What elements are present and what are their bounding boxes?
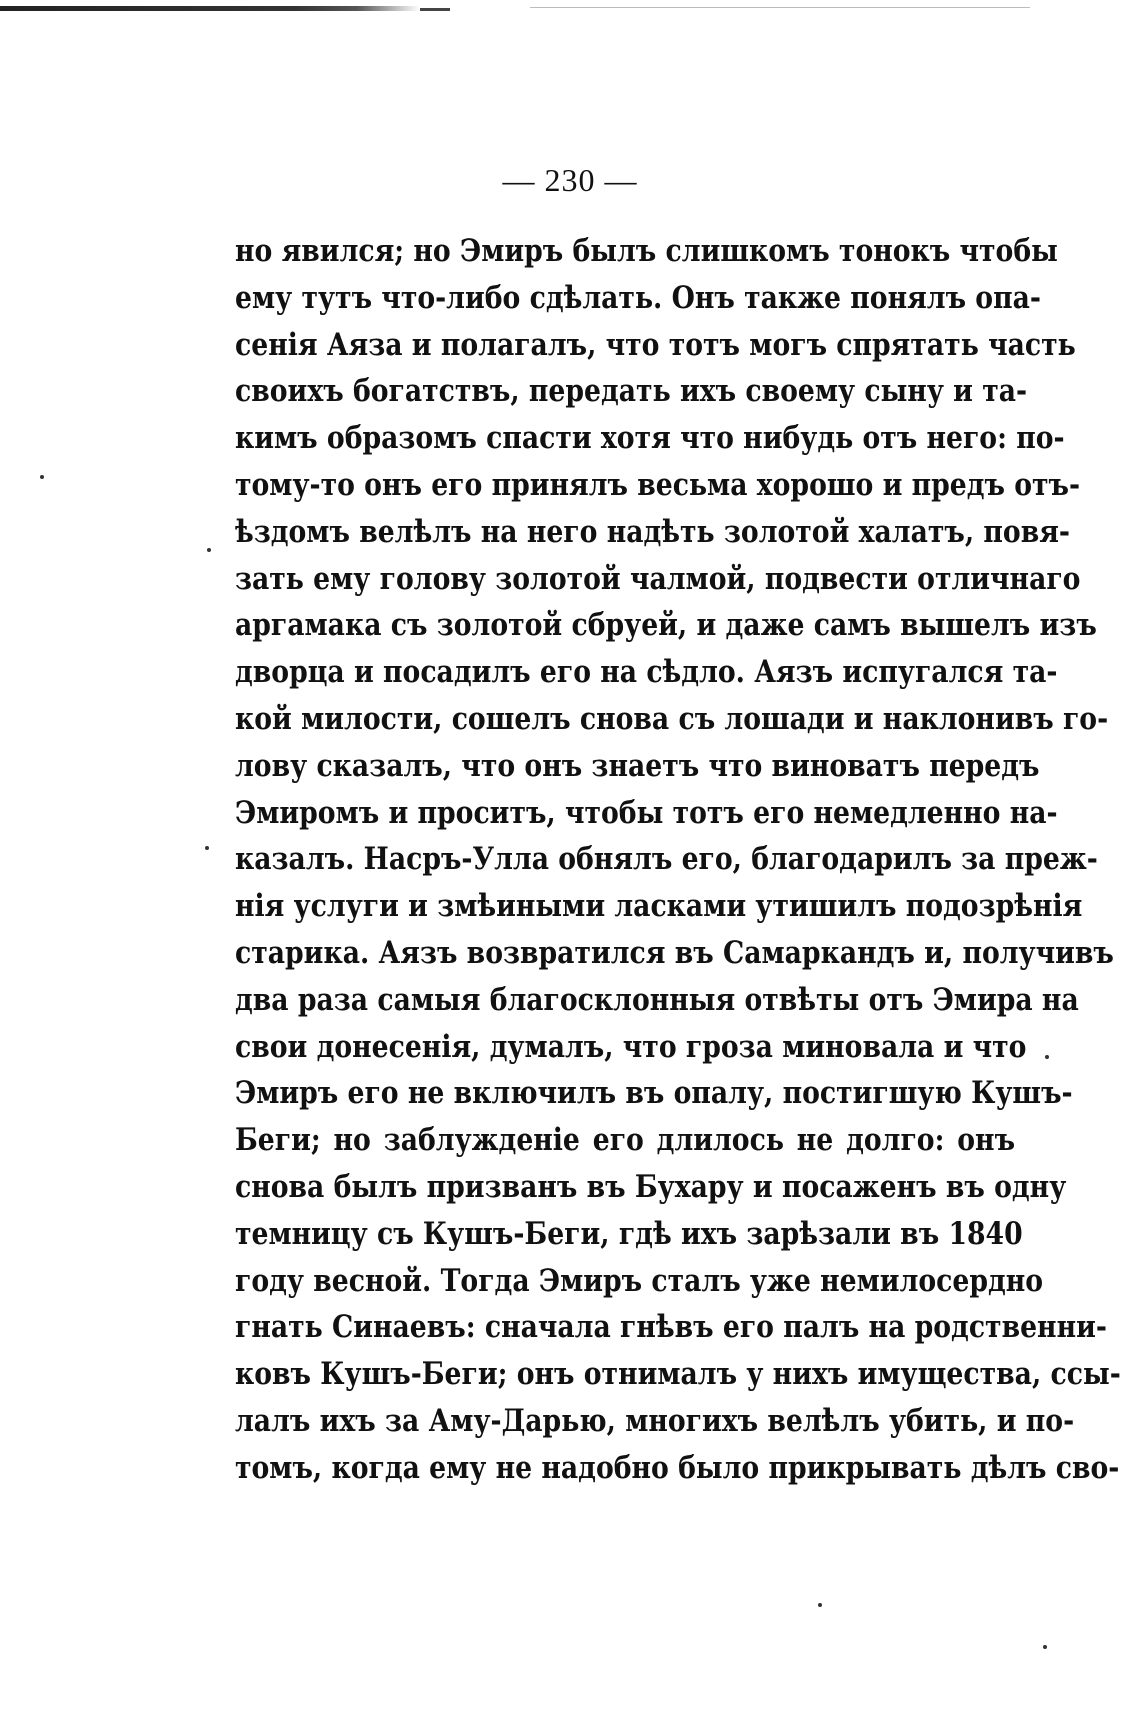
text-line: темницу съ Кушъ-Беги, гдѣ ихъ зарѣзали въ 1840 bbox=[235, 1215, 1023, 1252]
text-line: старика. Аязъ возвратился въ Самаркандъ и, получивъ bbox=[235, 934, 1114, 971]
text-line: ему тутъ что-либо сдѣлать. Онъ также понялъ опа- bbox=[235, 279, 1041, 316]
text-line: снова былъ призванъ въ Бухару и посаженъ въ одну bbox=[235, 1168, 1067, 1205]
text-line: томъ, когда ему не надобно было прикрывать дѣлъ сво- bbox=[235, 1449, 1120, 1486]
text-line: нія услуги и змѣиными ласками утишилъ подозрѣнія bbox=[235, 888, 1083, 925]
text-line: году весной. Тогда Эмиръ сталъ уже немилосердно bbox=[235, 1262, 1044, 1299]
text-line: гнать Синаевъ: сначала гнѣвъ его палъ на родственни- bbox=[235, 1309, 1107, 1346]
text-line: но явился; но Эмиръ былъ слишкомъ тонокъ чтобы bbox=[235, 233, 1058, 269]
text-line: свои донесенія, думалъ, что гроза миновала и что bbox=[235, 1028, 1027, 1065]
text-line: лалъ ихъ за Аму-Дарью, многихъ велѣлъ убить, и по- bbox=[235, 1402, 1075, 1439]
scan-speck bbox=[818, 1603, 822, 1607]
scan-speck bbox=[40, 475, 44, 479]
text-line: дворца и посадилъ его на сѣдло. Аязъ испугался та- bbox=[235, 654, 1058, 691]
scan-speck bbox=[207, 548, 211, 552]
text-line: лову сказалъ, что онъ знаетъ что виноватъ передъ bbox=[235, 747, 1040, 784]
text-line: своихъ богатствъ, передать ихъ своему сыну и та- bbox=[235, 373, 1028, 410]
text-line: кой милости, сошелъ снова съ лошади и наклонивъ го- bbox=[235, 700, 1109, 737]
scan-edge-mark bbox=[420, 8, 450, 11]
text-line: Беги; но заблужденіе его длилось не долго: онъ bbox=[235, 1122, 1016, 1159]
text-line: сенія Аяза и полагалъ, что тотъ могъ спрятать часть bbox=[235, 326, 1076, 363]
text-line: два раза самыя благосклонныя отвѣты отъ Эмира на bbox=[235, 981, 1079, 1018]
text-line: кимъ образомъ спасти хотя что нибудь отъ него: по- bbox=[235, 420, 1065, 457]
text-line: ковъ Кушъ-Беги; онъ отнималъ у нихъ имущества, ссы- bbox=[235, 1356, 1121, 1393]
text-line: аргамака съ золотой сбруей, и даже самъ вышелъ изъ bbox=[235, 607, 1097, 644]
scan-edge-mark bbox=[0, 6, 420, 11]
body-text bbox=[235, 228, 1121, 1492]
text-line: ѣздомъ велѣлъ на него надѣть золотой халатъ, повя- bbox=[235, 513, 1070, 550]
text-line: Эмиръ его не включилъ въ опалу, постигшую Кушъ- bbox=[235, 1075, 1073, 1112]
scan-speck bbox=[1043, 1645, 1047, 1649]
scan-edge-mark bbox=[530, 7, 1030, 8]
text-line: казалъ. Насръ-Улла обнялъ его, благодарилъ за преж- bbox=[235, 841, 1098, 878]
text-line: тому-то онъ его принялъ весьма хорошо и предъ отъ- bbox=[235, 466, 1081, 503]
scan-speck bbox=[205, 846, 209, 850]
page-number: — 230 — bbox=[502, 162, 638, 198]
scan-speck bbox=[1045, 1055, 1049, 1059]
text-line: зать ему голову золотой чалмой, подвести отличнаго bbox=[235, 560, 1081, 597]
text-line: Эмиромъ и проситъ, чтобы тотъ его немедленно на- bbox=[235, 794, 1058, 831]
